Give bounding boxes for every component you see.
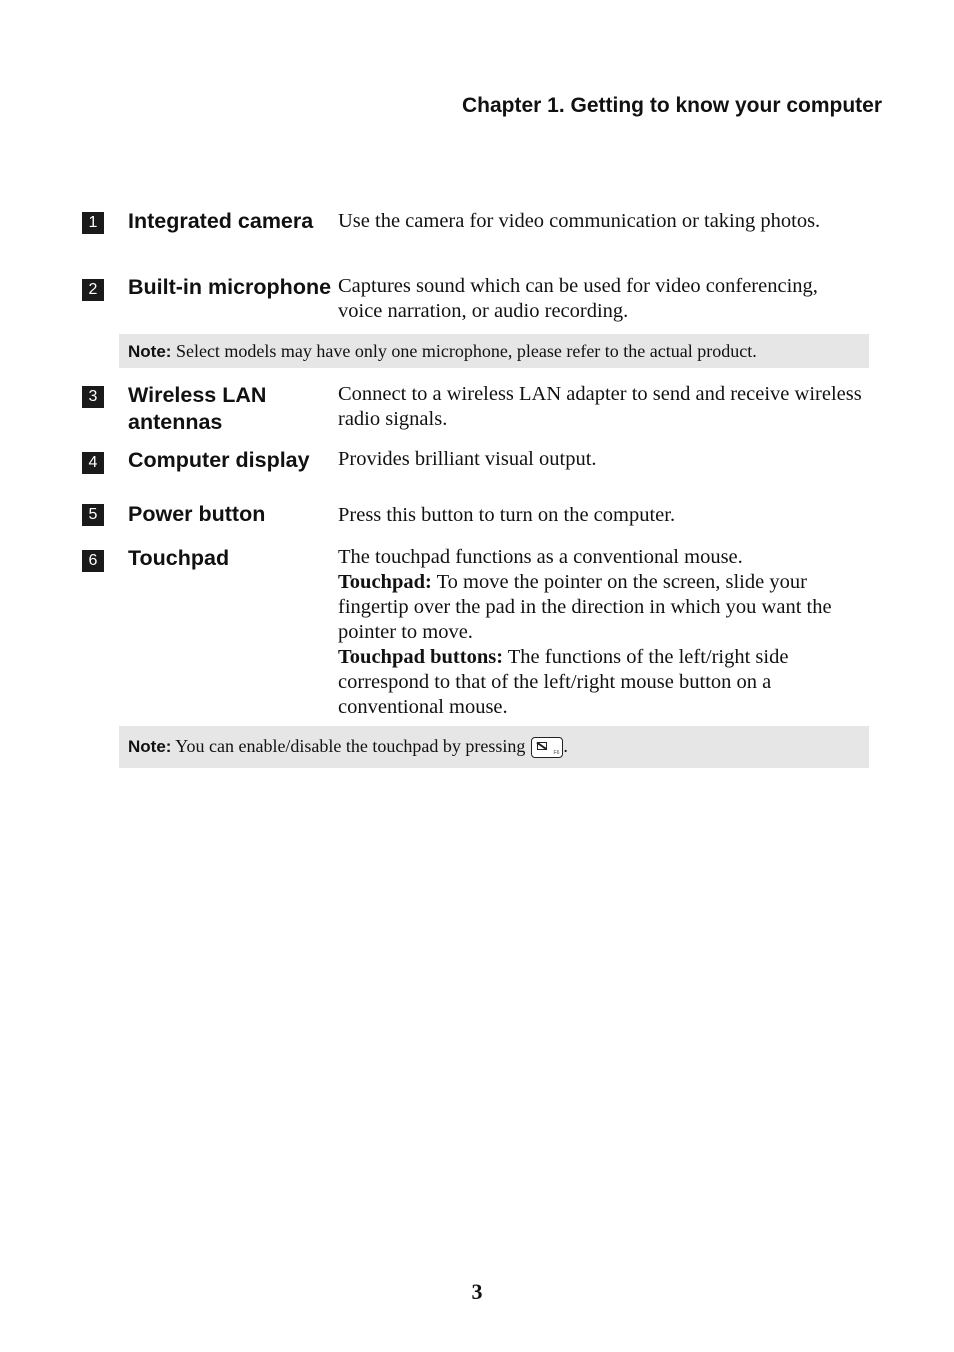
item-term-built-in-microphone: Built-in microphone (128, 275, 332, 299)
note-label: Note: (128, 737, 172, 756)
key-function-label: F6 (553, 750, 560, 756)
note-touchpad (119, 726, 869, 768)
item-number-badge: 3 (82, 386, 104, 408)
page-number: 3 (471, 1279, 483, 1304)
touchpad-disabled-glyph-icon (537, 742, 547, 750)
item-description-touchpad (338, 545, 866, 720)
item-number-badge: 5 (82, 504, 104, 526)
item-number-badge: 4 (82, 452, 104, 474)
item-description-integrated-camera: Use the camera for video communication or taking photos. (338, 210, 821, 232)
item-term-power-button: Power button (128, 502, 266, 526)
item-number-badge: 2 (82, 279, 104, 301)
note-text: You can enable/disable the touchpad by pressing (171, 736, 526, 756)
item-number-badge: 1 (82, 212, 104, 234)
item-number-badge: 6 (82, 550, 104, 572)
item-description-computer-display: Provides brilliant visual output. (338, 448, 597, 470)
touchpad-toggle-key-icon (531, 737, 563, 758)
touchpad-sub-text: To move the pointer on the screen, slide your fingertip over the pad in the direction in which you want the pointer to move. (338, 571, 832, 643)
item-term-wireless-lan-antennas: Wireless LAN antennas (128, 383, 267, 434)
item-term-touchpad: Touchpad (128, 546, 230, 570)
note-label: Note: (128, 342, 172, 361)
item-description-wireless-lan-antennas: Connect to a wireless LAN adapter to send and receive wireless radio signals. (338, 383, 862, 430)
note-text: Select models may have only one microphone, please refer to the actual product. (171, 341, 757, 361)
item-description-built-in-microphone: Captures sound which can be used for video conferencing, voice narration, or audio recording. (338, 275, 818, 322)
item-term-integrated-camera: Integrated camera (128, 209, 314, 233)
chapter-title: Chapter 1. Getting to know your computer (461, 94, 882, 117)
touchpad-buttons-sub-text: The functions of the left/right side correspond to that of the left/right mouse button on a conventional mouse. (338, 646, 789, 718)
touchpad-description-intro: The touchpad functions as a conventional mouse. (338, 546, 743, 568)
item-term-computer-display: Computer display (128, 448, 310, 472)
note-suffix: . (563, 736, 568, 756)
note-microphone (119, 334, 869, 368)
item-description-power-button: Press this button to turn on the computer. (338, 504, 676, 526)
touchpad-sub-label: Touchpad: (338, 571, 432, 593)
touchpad-buttons-sub-label: Touchpad buttons: (338, 646, 504, 668)
